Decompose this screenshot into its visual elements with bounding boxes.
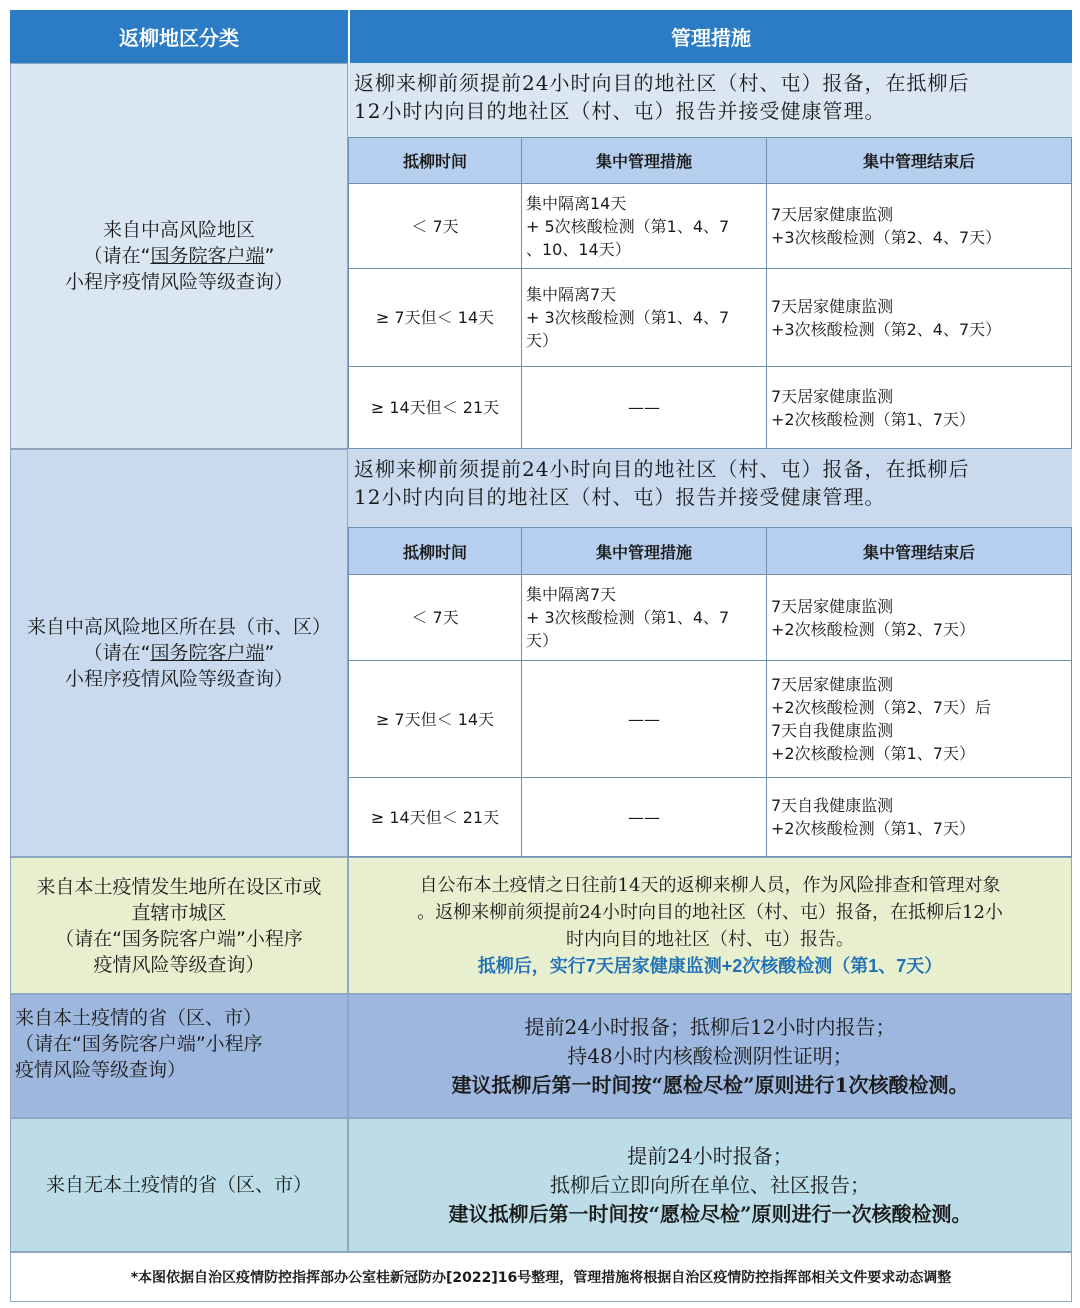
region-line: 来自本土疫情发生地所在设区市或: [36, 875, 322, 898]
table-cell-measure: [521, 183, 767, 269]
cell-text: ≥ 14天但＜ 21天: [370, 398, 500, 417]
header-col2-label: 管理措施: [671, 26, 751, 50]
section3-measures: [348, 857, 1072, 994]
th-label: 集中管理结束后: [862, 542, 975, 562]
cell-line: + 3次核酸检测（第1、4、7: [526, 308, 730, 327]
cell-line: 7天居家健康监测: [771, 596, 894, 616]
region-line: 疫情风险等级查询）: [93, 953, 265, 976]
table-cell-time: [348, 268, 522, 367]
cell-text: ≥ 14天但＜ 21天: [370, 807, 500, 827]
footnote: [10, 1252, 1072, 1302]
region-line: （请在“国务院客户端”小程序: [55, 927, 303, 950]
region-local-outbreak-city: [10, 857, 348, 994]
section5-measures: [348, 1118, 1072, 1252]
table-cell-measure: [521, 268, 767, 367]
table-cell-time: [348, 183, 522, 269]
region-no-outbreak-province: [10, 1118, 348, 1252]
cell-line: 7天居家健康监测: [771, 205, 894, 224]
cell-text: ——: [628, 807, 660, 827]
measure-line: 时内向目的地社区（村、屯）报告。: [566, 928, 854, 950]
cell-text: ＜ 7天: [411, 216, 459, 236]
cell-line: 7天居家健康监测: [771, 296, 894, 316]
table-cell-after: [766, 366, 1072, 449]
cell-line: 集中隔离7天: [526, 585, 617, 604]
measure-line: 自公布本土疫情之日往前14天的返柳来柳人员，作为风险排查和管理对象: [419, 874, 1001, 896]
cell-line: 7天居家健康监测: [771, 675, 894, 694]
measure-line: 提前24小时报备；: [627, 1143, 793, 1168]
th-label: 抵柳时间: [402, 542, 467, 562]
notice-line: 12小时内向目的地社区（村、屯）报告并接受健康管理。: [354, 99, 886, 123]
measure-bold-line: 建议抵柳后第一时间按“愿检尽检”原则进行1次核酸检测。: [451, 1072, 969, 1097]
header-management-measures: [350, 10, 1072, 63]
section2-notice: [348, 449, 1072, 527]
th-label: 集中管理措施: [595, 542, 692, 562]
col-arrival-time: [348, 137, 522, 184]
col-after-measure: [766, 137, 1072, 184]
cell-line: +2次核酸检测（第1、7天）: [771, 409, 975, 429]
table-cell-time: [348, 777, 522, 857]
table-cell-measure: [521, 660, 767, 778]
table-cell-after: [766, 660, 1072, 778]
col-central-measure: [521, 527, 767, 575]
table-cell-measure: [521, 574, 767, 661]
cell-line: 7天自我健康监测: [771, 796, 894, 815]
region-line: 疫情风险等级查询）: [15, 1059, 187, 1081]
highlight-line: 抵柳后，实行7天居家健康监测+2次核酸检测（第1、7天）: [477, 955, 943, 976]
region-line: （请在“国务院客户端”小程序: [15, 1033, 263, 1055]
table-cell-time: [348, 574, 522, 661]
cell-line: 7天自我健康监测: [771, 721, 894, 740]
region-line: 小程序疫情风险等级查询）: [64, 271, 293, 293]
th-label: 集中管理结束后: [862, 152, 975, 171]
measure-line: 抵柳后立即向所在单位、社区报告；: [550, 1172, 870, 1197]
col-arrival-time: [348, 527, 522, 575]
cell-line: 集中隔离7天: [526, 285, 617, 304]
section1-notice: [348, 63, 1072, 137]
header-region-category: [10, 10, 348, 63]
region-line: 直辖市城区: [131, 901, 227, 924]
table-cell-measure: [521, 366, 767, 449]
section4-measures: [348, 994, 1072, 1118]
measure-bold-line: 建议抵柳后第一时间按“愿检尽检”原则进行一次核酸检测。: [448, 1201, 972, 1226]
table-cell-after: [766, 183, 1072, 269]
region-line: 来自中高风险地区: [102, 219, 255, 241]
table-cell-after: [766, 777, 1072, 857]
cell-line: +2次核酸检测（第1、7天）: [771, 819, 975, 838]
header-col1-label: 返柳地区分类: [119, 26, 239, 50]
cell-text: ——: [628, 398, 660, 417]
table-cell-after: [766, 268, 1072, 367]
cell-line: + 5次核酸检测（第1、4、7: [526, 216, 730, 236]
table-cell-time: [348, 660, 522, 778]
table-cell-measure: [521, 777, 767, 857]
region-line: 来自中高风险地区所在县（市、区）: [26, 616, 331, 638]
cell-line: +3次核酸检测（第2、4、7天）: [771, 319, 1002, 339]
cell-line: +2次核酸检测（第1、7天）: [771, 744, 975, 763]
measure-line: 。返柳来柳前须提前24小时向目的地社区（村、屯）报备，在抵柳后12小: [417, 901, 1003, 923]
cell-line: +3次核酸检测（第2、4、7天）: [771, 228, 1002, 247]
footnote-text: *本图依据自治区疫情防控指挥部办公室桂新冠防办[2022]16号整理，管理措施将根据自治区疫情防控指挥部相关文件要求动态调整: [130, 1270, 952, 1286]
measure-line: 持48小时内核酸检测阴性证明；: [567, 1043, 853, 1068]
cell-text: ＜ 7天: [411, 608, 459, 627]
cell-text: ≥ 7天但＜ 14天: [375, 308, 495, 327]
measure-line: 提前24小时报备；抵柳后12小时内报告；: [524, 1014, 896, 1039]
cell-line: 集中隔离14天: [526, 193, 627, 213]
cell-text: ≥ 7天但＜ 14天: [375, 709, 495, 729]
cell-line: 7天居家健康监测: [771, 386, 894, 406]
notice-line: 返柳来柳前须提前24小时向目的地社区（村、屯）报备，在抵柳后: [354, 71, 970, 95]
cell-line: +2次核酸检测（第2、7天）后: [771, 698, 991, 717]
cell-line: 、10、14天）: [526, 239, 631, 259]
cell-line: 天）: [526, 631, 559, 650]
notice-line: 返柳来柳前须提前24小时向目的地社区（村、屯）报备，在抵柳后: [354, 457, 970, 481]
region-line: （请在“国务院客户端”: [83, 642, 275, 664]
table-cell-after: [766, 574, 1072, 661]
col-central-measure: [521, 137, 767, 184]
cell-line: 天）: [526, 331, 559, 350]
cell-text: ——: [628, 709, 660, 729]
region-line: 小程序疫情风险等级查询）: [64, 668, 293, 690]
region-line: 来自无本土疫情的省（区、市）: [45, 1174, 312, 1196]
region-local-outbreak-province: [10, 994, 348, 1118]
region-high-risk-area: [10, 63, 348, 449]
cell-line: +2次核酸检测（第2、7天）: [771, 619, 975, 639]
region-high-risk-county: [10, 449, 348, 857]
region-line: 来自本土疫情的省（区、市）: [15, 1007, 263, 1029]
cell-line: + 3次核酸检测（第1、4、7: [526, 608, 730, 627]
th-label: 抵柳时间: [402, 152, 467, 171]
col-after-measure: [766, 527, 1072, 575]
table-cell-time: [348, 366, 522, 449]
notice-line: 12小时内向目的地社区（村、屯）报告并接受健康管理。: [354, 485, 886, 509]
th-label: 集中管理措施: [595, 152, 692, 171]
region-line: （请在“国务院客户端”: [83, 245, 275, 267]
